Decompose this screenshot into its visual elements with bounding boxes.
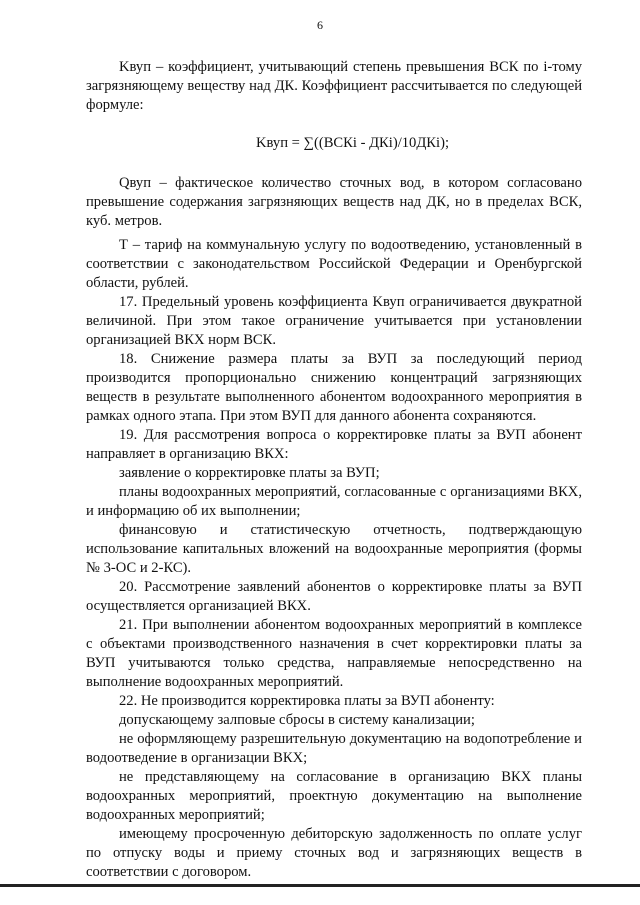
paragraph-19-item-reports: финансовую и статистическую отчетность, подтверждающую использование капитальных вложений на водоохранные мероприятия (формы № 3-ОС и 2-КС). [86,522,582,576]
paragraph-qvup-definition: Qвуп – фактическое количество сточных вод, в котором согласовано превышение содержания загрязняющих веществ над ДК, но в пределах ВСК, куб. метров. [86,175,582,229]
document-body [86,58,582,882]
paragraph-18: 18. Снижение размера платы за ВУП за последующий период производится пропорционально снижению концентраций загрязняющих веществ в результате выполненного абонентом водоохранного мероприятия в рамках одного этапа. При этом ВУП для данного абонента сохраняются. [86,351,582,424]
paragraph-22-item-permits: не оформляющему разрешительную документацию на водопотребление и водоотведение в организации ВКХ; [86,731,582,766]
page-number: 6 [317,18,323,32]
paragraph-kvup-definition: Kвуп – коэффициент, учитывающий степень превышения ВСК по i-тому загрязняющему веществу над ДК. Коэффициент рассчитывается по следующей формуле: [86,59,582,113]
bottom-rule [0,884,640,887]
paragraph-21: 21. При выполнении абонентом водоохранных мероприятий в комплексе с объектами производственного назначения в счет корректировки платы за ВУП учитываются только средства, направляемые непосредственно на выполнение водоохранных мероприятий. [86,617,582,690]
paragraph-22-item-approval: не представляющему на согласование в организацию ВКХ планы водоохранных мероприятий, проектную документацию на выполнение водоохранных мероприятий; [86,769,582,823]
paragraph-22-item-discharges: допускающему залповые сбросы в систему канализации; [119,712,475,728]
paragraph-19: 19. Для рассмотрения вопроса о корректировке платы за ВУП абонент направляет в организацию ВКХ: [86,427,582,462]
paragraph-tariff-definition: Т – тариф на коммунальную услугу по водоотведению, установленный в соответствии с законодательством Российской Федерации и Оренбургской области, рублей. [86,237,582,291]
formula-kvup: Kвуп = ∑((ВСКi - ДКi)/10ДКi); [256,135,450,151]
paragraph-22-item-debt: имеющему просроченную дебиторскую задолженность по оплате услуг по отпуску воды и приему сточных вод и загрязняющих веществ в соответствии с договором. [86,826,582,880]
paragraph-17: 17. Предельный уровень коэффициента Kвуп ограничивается двукратной величиной. При этом такое ограничение учитывается при установлении организацией ВКХ норм ВСК. [86,294,582,348]
paragraph-19-item-application: заявление о корректировке платы за ВУП; [119,465,380,481]
paragraph-22: 22. Не производится корректировка платы за ВУП абоненту: [119,693,495,709]
paragraph-20: 20. Рассмотрение заявлений абонентов о корректировке платы за ВУП осуществляется организацией ВКХ. [86,579,582,614]
paragraph-19-item-plans: планы водоохранных мероприятий, согласованные с организациями ВКХ, и информацию об их выполнении; [86,484,582,519]
